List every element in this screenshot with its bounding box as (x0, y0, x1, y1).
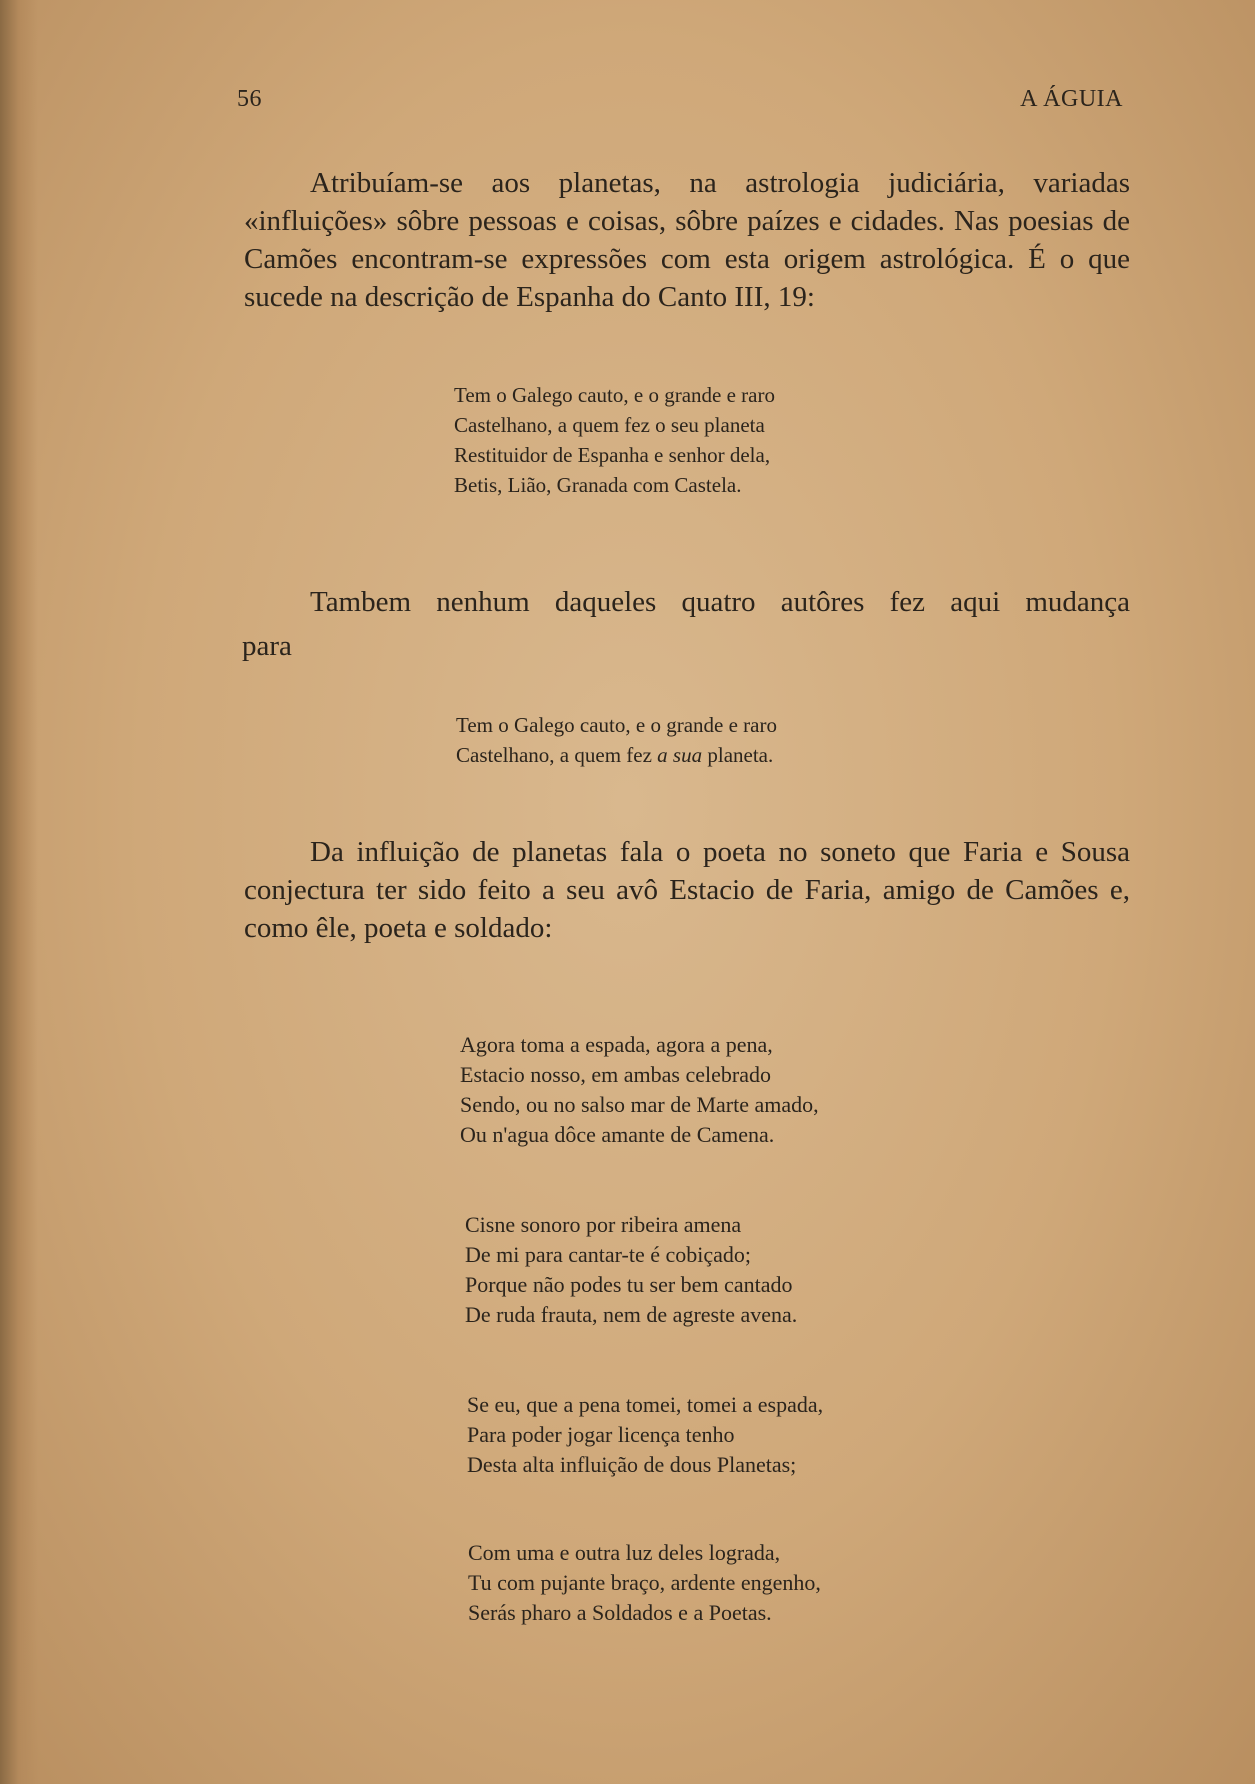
paragraph-astrology (244, 164, 1130, 316)
verse-line: Serás pharo a Soldados e a Poetas. (468, 1600, 772, 1625)
verse-line: Porque não podes tu ser bem cantado (465, 1272, 793, 1297)
sonnet-quatrain-2 (465, 1210, 797, 1330)
verse-line: Restituidor de Espanha e senhor dela, (454, 443, 771, 467)
verse-canto-iii-19 (454, 380, 775, 500)
verse-line: Tu com pujante braço, ardente engenho, (468, 1570, 821, 1595)
verse-line: Tem o Galego cauto, e o grande e raro (454, 383, 775, 407)
verse-line: Castelhano, a quem fez o seu planeta (454, 413, 765, 437)
verse-emphasis: a sua (657, 743, 703, 767)
verse-line: Sendo, ou no salso mar de Marte amado, (460, 1092, 819, 1117)
paragraph-continuation: para (242, 630, 292, 662)
verse-line: Com uma e outra luz deles lograda, (468, 1540, 781, 1565)
verse-variant (456, 710, 777, 770)
verse-text: Castelhano, a quem fez (456, 743, 658, 767)
verse-line: Estacio nosso, em ambas celebrado (460, 1062, 771, 1087)
verse-line: Se eu, que a pena tomei, tomei a espada, (467, 1392, 824, 1417)
verse-line: Ou n'agua dôce amante de Camena. (460, 1122, 775, 1147)
verse-text: planeta. (702, 743, 774, 767)
verse-line: Cisne sonoro por ribeira amena (465, 1212, 742, 1237)
page-binding-edge (0, 0, 38, 1784)
verse-line: De ruda frauta, nem de agreste avena. (465, 1302, 798, 1327)
paragraph-authors (244, 583, 1130, 621)
paragraph-text: Tambem nenhum daqueles quatro autôres fez aqui mudança (310, 586, 1130, 618)
verse-line: Para poder jogar licença tenho (467, 1422, 735, 1447)
sonnet-tercet-2 (468, 1538, 821, 1628)
sonnet-quatrain-1 (460, 1030, 819, 1150)
verse-line: De mi para cantar-te é cobiçado; (465, 1242, 752, 1267)
verse-line: Betis, Lião, Granada com Castela. (454, 473, 742, 497)
paragraph-text: Da influição de planetas fala o poeta no soneto que Faria e Sousa conjectura ter sido feito a seu avô Estacio de Faria, amigo de Camões e, como êle, poeta e soldado: (244, 836, 1130, 944)
page-number: 56 (237, 86, 262, 112)
verse-line (456, 740, 777, 770)
verse-line: Desta alta influição de dous Planetas; (467, 1452, 797, 1477)
verse-line: Tem o Galego cauto, e o grande e raro (456, 713, 777, 737)
verse-line: Agora toma a espada, agora a pena, (460, 1032, 773, 1057)
paragraph-text: Atribuíam-se aos planetas, na astrologia judiciária, variadas «influições» sôbre pessoas e coisas, sôbre paízes e cidades. Nas poesias de Camões encontram-se expressões com esta origem astrológica. É o que sucede na descrição de Espanha do Canto III, 19: (244, 167, 1130, 313)
sonnet-tercet-1 (467, 1390, 823, 1480)
paragraph-influicao (244, 833, 1130, 947)
running-title: A ÁGUIA (1020, 86, 1123, 112)
